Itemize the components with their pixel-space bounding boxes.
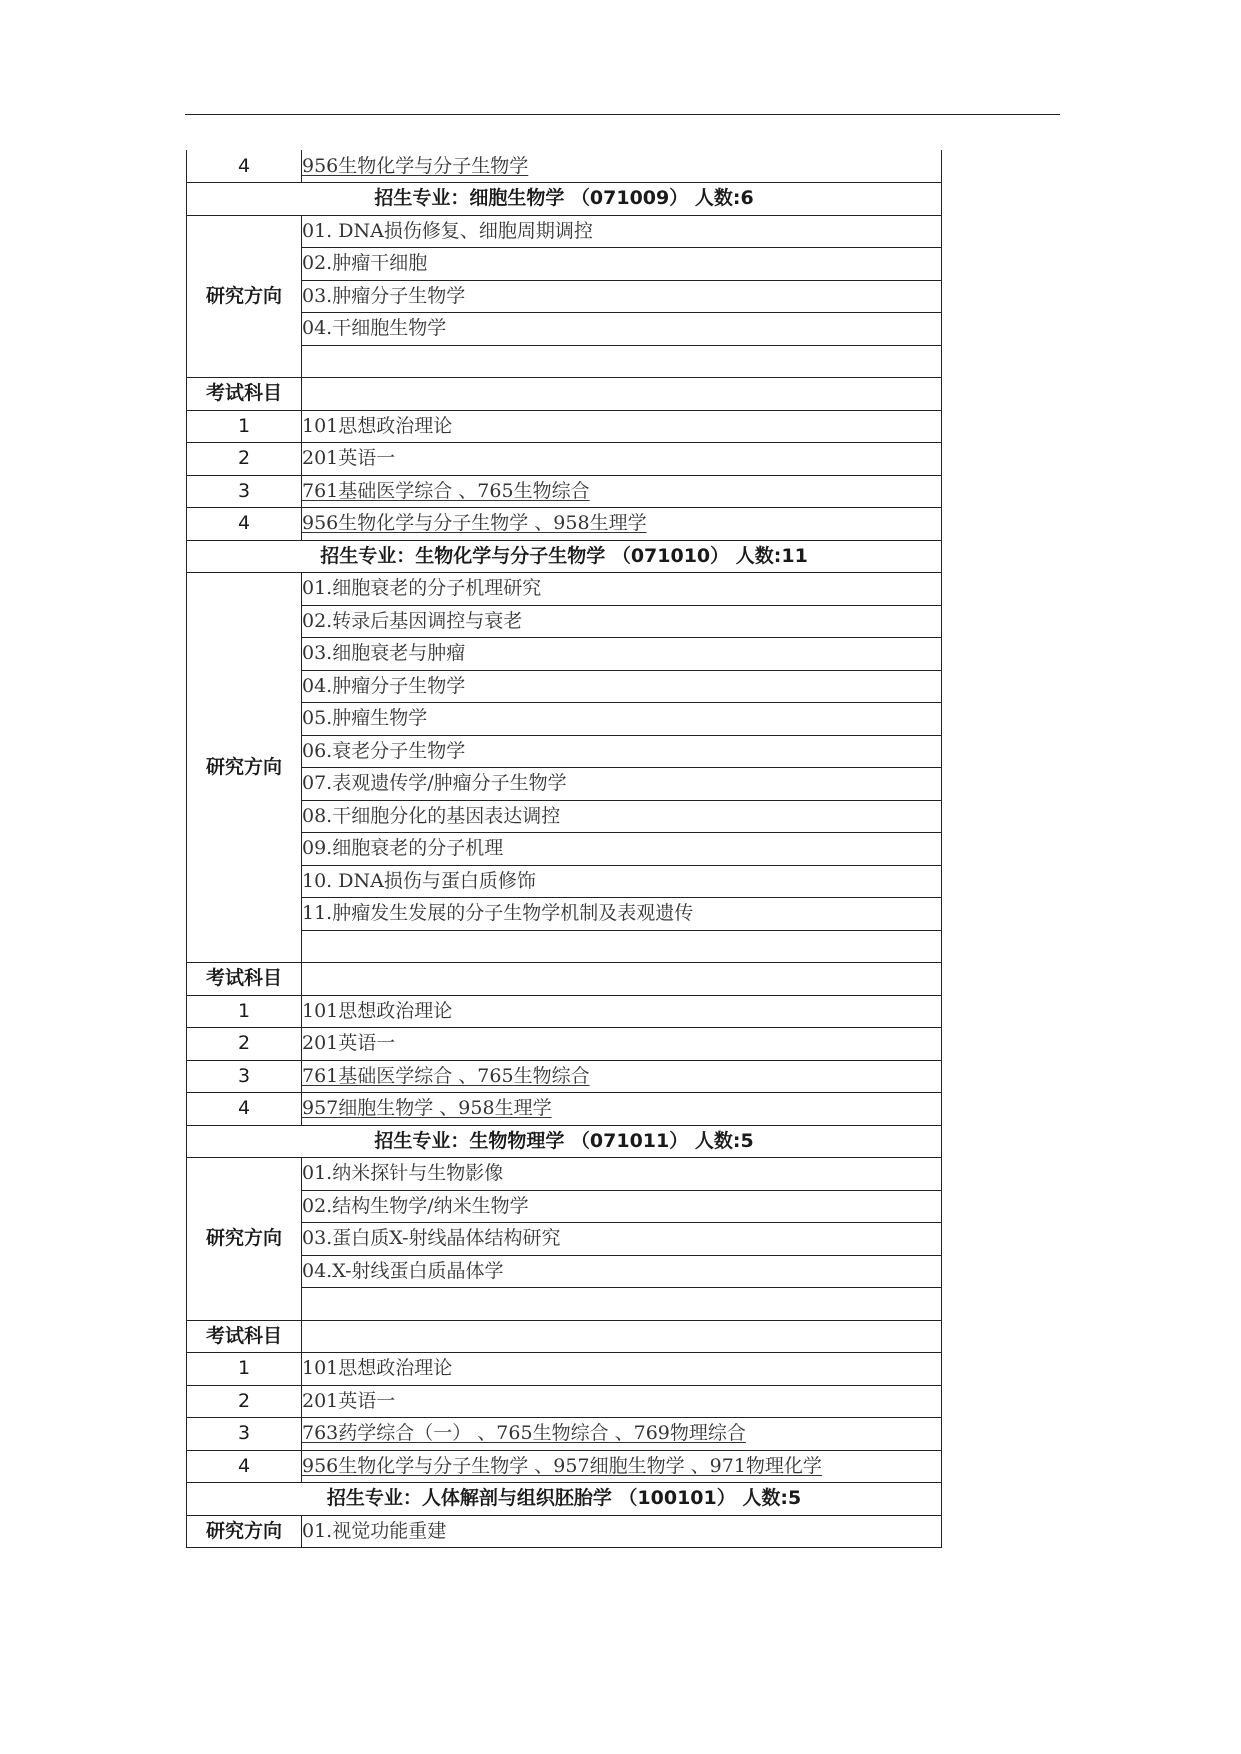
direction-item: 10. DNA损伤与蛋白质修饰: [302, 865, 942, 898]
exam-subject-text: 957细胞生物学 、958生理学: [302, 1097, 552, 1120]
exam-subject: [302, 1418, 942, 1451]
exam-header-row: [187, 378, 942, 411]
exam-subject: [302, 1353, 942, 1386]
exam-subject-text: 101思想政治理论: [302, 1357, 453, 1380]
direction-item: 04.X-射线蛋白质晶体学: [302, 1255, 942, 1288]
exam-subject-text: 101思想政治理论: [302, 999, 453, 1022]
exam-index: 4: [187, 1093, 302, 1126]
direction-item: 03.肿瘤分子生物学: [302, 280, 942, 313]
exam-index: 1: [187, 410, 302, 443]
exam-subject-text: 201英语一: [302, 1032, 396, 1055]
exam-label: 考试科目: [187, 378, 302, 411]
exam-header-row: [187, 1320, 942, 1353]
direction-label: 研究方向: [187, 1515, 302, 1548]
exam-header-row: [187, 963, 942, 996]
admission-table: [186, 150, 942, 1548]
exam-index: 2: [187, 1385, 302, 1418]
exam-header-empty: [302, 963, 942, 996]
exam-index: 1: [187, 1353, 302, 1386]
exam-index: 3: [187, 1418, 302, 1451]
exam-subject-text: 956生物化学与分子生物学 、957细胞生物学 、971物理化学: [302, 1454, 822, 1477]
direction-item: 02.转录后基因调控与衰老: [302, 605, 942, 638]
exam-subject: [302, 508, 942, 541]
exam-row: [187, 1450, 942, 1483]
exam-label: 考试科目: [187, 963, 302, 996]
exam-row: [187, 508, 942, 541]
exam-subject: [302, 475, 942, 508]
direction-item: 01.视觉功能重建: [302, 1515, 942, 1548]
major-title: 招生专业：生物化学与分子生物学 （071010） 人数:11: [187, 540, 942, 573]
direction-row: [187, 1158, 942, 1191]
direction-item: 04.干细胞生物学: [302, 313, 942, 346]
direction-item: 01.细胞衰老的分子机理研究: [302, 573, 942, 606]
exam-row: [187, 1385, 942, 1418]
direction-label: 研究方向: [187, 1158, 302, 1321]
major-title: 招生专业：人体解剖与组织胚胎学 （100101） 人数:5: [187, 1483, 942, 1516]
exam-row: [187, 1093, 942, 1126]
exam-row: [187, 1353, 942, 1386]
exam-index: 3: [187, 475, 302, 508]
exam-subject: [302, 1060, 942, 1093]
exam-index: 4: [187, 150, 302, 183]
exam-row: [187, 410, 942, 443]
exam-row: [187, 995, 942, 1028]
major-title: 招生专业：细胞生物学 （071009） 人数:6: [187, 183, 942, 216]
exam-subject: [302, 1093, 942, 1126]
exam-subject-text: 763药学综合（一） 、765生物综合 、769物理综合: [302, 1422, 746, 1445]
exam-subject-text: 761基础医学综合 、765生物综合: [302, 1064, 590, 1087]
direction-item: [302, 930, 942, 963]
major-row: [187, 1483, 942, 1516]
direction-row: [187, 573, 942, 606]
direction-row: [187, 1515, 942, 1548]
exam-subject: [302, 1028, 942, 1061]
major-row: [187, 183, 942, 216]
exam-label: 考试科目: [187, 1320, 302, 1353]
exam-subject-text: 956生物化学与分子生物学: [302, 154, 529, 177]
direction-label: 研究方向: [187, 215, 302, 378]
direction-item: 03.蛋白质X-射线晶体结构研究: [302, 1223, 942, 1256]
direction-item: 06.衰老分子生物学: [302, 735, 942, 768]
major-row: [187, 1125, 942, 1158]
exam-row: [187, 1028, 942, 1061]
major-title: 招生专业：生物物理学 （071011） 人数:5: [187, 1125, 942, 1158]
direction-item: 03.细胞衰老与肿瘤: [302, 638, 942, 671]
exam-subject-text: 761基础医学综合 、765生物综合: [302, 479, 590, 502]
table-row: [187, 150, 942, 183]
exam-subject-text: 201英语一: [302, 1389, 396, 1412]
direction-item: 04.肿瘤分子生物学: [302, 670, 942, 703]
direction-item: [302, 1288, 942, 1321]
exam-row: [187, 443, 942, 476]
exam-header-empty: [302, 378, 942, 411]
header-rule: [185, 114, 1060, 115]
exam-index: 2: [187, 443, 302, 476]
major-row: [187, 540, 942, 573]
direction-item: 11.肿瘤发生发展的分子生物学机制及表观遗传: [302, 898, 942, 931]
direction-row: [187, 215, 942, 248]
direction-item: [302, 345, 942, 378]
direction-item: 01. DNA损伤修复、细胞周期调控: [302, 215, 942, 248]
direction-item: 02.结构生物学/纳米生物学: [302, 1190, 942, 1223]
direction-item: 09.细胞衰老的分子机理: [302, 833, 942, 866]
exam-subject: [302, 1450, 942, 1483]
direction-item: 01.纳米探针与生物影像: [302, 1158, 942, 1191]
exam-subject-text: 956生物化学与分子生物学 、958生理学: [302, 512, 647, 535]
direction-item: 07.表观遗传学/肿瘤分子生物学: [302, 768, 942, 801]
exam-subject: [302, 1385, 942, 1418]
exam-index: 1: [187, 995, 302, 1028]
exam-index: 4: [187, 508, 302, 541]
exam-index: 3: [187, 1060, 302, 1093]
direction-item: 05.肿瘤生物学: [302, 703, 942, 736]
exam-subject-text: 201英语一: [302, 447, 396, 470]
direction-item: 08.干细胞分化的基因表达调控: [302, 800, 942, 833]
admission-table-body: [187, 150, 942, 1548]
exam-index: 4: [187, 1450, 302, 1483]
direction-item: 02.肿瘤干细胞: [302, 248, 942, 281]
direction-label: 研究方向: [187, 573, 302, 963]
exam-row: [187, 475, 942, 508]
exam-subject: [302, 410, 942, 443]
exam-subject-text: 101思想政治理论: [302, 414, 453, 437]
exam-index: 2: [187, 1028, 302, 1061]
exam-subject: [302, 443, 942, 476]
exam-header-empty: [302, 1320, 942, 1353]
exam-subject: [302, 150, 942, 183]
exam-subject: [302, 995, 942, 1028]
exam-row: [187, 1060, 942, 1093]
exam-row: [187, 1418, 942, 1451]
